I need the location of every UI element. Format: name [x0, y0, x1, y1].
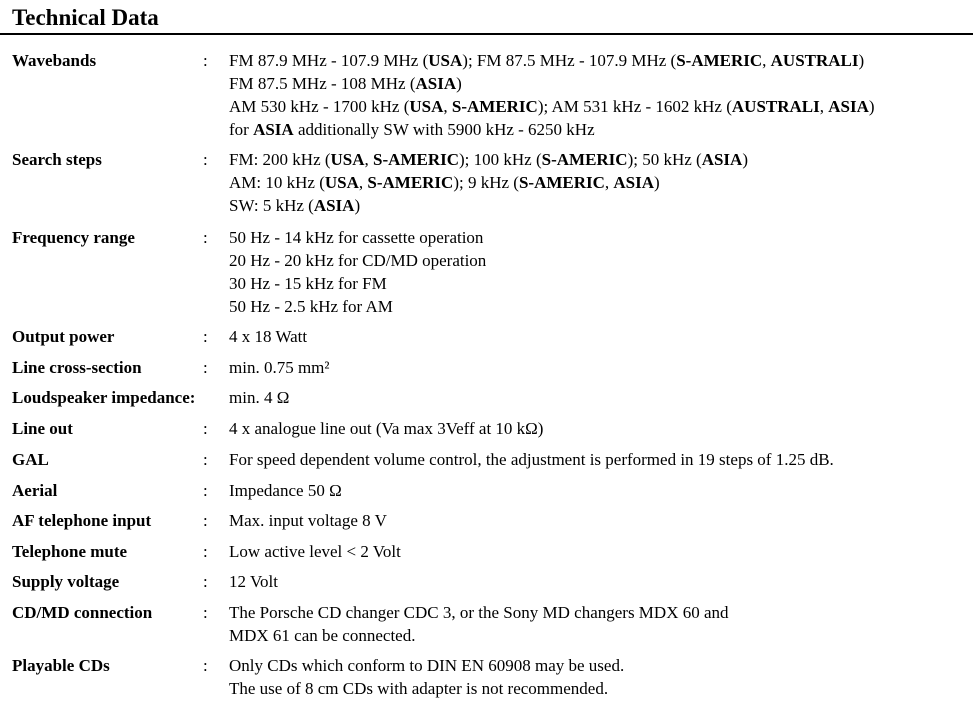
region-code: S-AMERIC: [518, 173, 605, 192]
region-code: ASIA: [313, 196, 355, 215]
page-title: Technical Data: [12, 5, 159, 30]
value-text: 50 Hz - 2.5 kHz for AM: [229, 297, 393, 316]
value-text: ); 50 kHz (: [627, 150, 702, 169]
spec-label: GAL: [12, 450, 49, 469]
spec-value-line: [229, 386, 289, 409]
value-text: ,: [819, 97, 829, 116]
value-text: for: [229, 120, 254, 139]
value-text: ,: [364, 150, 374, 169]
region-code: S-AMERIC: [451, 97, 538, 116]
value-text: ): [654, 173, 660, 192]
spec-colon: :: [203, 603, 208, 622]
value-text: ,: [762, 51, 771, 70]
spec-value-line: [229, 95, 875, 118]
spec-value-line: [229, 356, 330, 379]
spec-colon: :: [203, 656, 208, 675]
spec-value-line: [229, 72, 875, 95]
value-text: AM 530 kHz - 1700 kHz (: [229, 97, 410, 116]
spec-value-line: [229, 148, 748, 171]
value-text: AM: 10 kHz (: [229, 173, 325, 192]
value-text: For speed dependent volume control, the adjustment is performed in 19 steps of 1.25 dB.: [229, 450, 834, 469]
region-code: S-AMERIC: [676, 51, 763, 70]
spec-value-line: [229, 249, 486, 272]
spec-value-line: [229, 226, 486, 249]
spec-value: [229, 448, 834, 471]
value-text: 50 Hz - 14 kHz for cassette operation: [229, 228, 484, 247]
value-text: Impedance 50 Ω: [229, 481, 342, 500]
spec-label: Output power: [12, 327, 115, 346]
value-text: ): [742, 150, 748, 169]
value-text: 20 Hz - 20 kHz for CD/MD operation: [229, 251, 487, 270]
spec-value: [229, 479, 342, 502]
spec-value-line: [229, 272, 486, 295]
spec-colon: :: [203, 327, 208, 346]
spec-value: [229, 540, 401, 563]
value-text: ); AM 531 kHz - 1602 kHz (: [537, 97, 732, 116]
spec-value-line: [229, 624, 729, 647]
spec-colon: :: [203, 481, 208, 500]
spec-label: Supply voltage: [12, 572, 120, 591]
value-text: 4 x 18 Watt: [229, 327, 308, 346]
spec-colon: :: [203, 572, 208, 591]
value-text: FM 87.5 MHz - 108 MHz (: [229, 74, 416, 93]
spec-label: Telephone mute: [12, 542, 128, 561]
region-code: ASIA: [415, 74, 457, 93]
value-text: min. 0.75 mm²: [229, 358, 330, 377]
spec-value-line: [229, 49, 875, 72]
spec-value: [229, 325, 307, 348]
value-text: FM: 200 kHz (: [229, 150, 331, 169]
region-code: ASIA: [613, 173, 655, 192]
region-code: ASIA: [253, 120, 294, 139]
spec-colon: :: [203, 450, 208, 469]
region-code: USA: [324, 173, 359, 192]
spec-value: [229, 148, 748, 217]
value-text: ); 100 kHz (: [459, 150, 542, 169]
spec-value-line: [229, 540, 401, 563]
title-underline: [0, 33, 973, 35]
spec-label: AF telephone input: [12, 511, 152, 530]
spec-value-line: [229, 171, 748, 194]
spec-value-line: [229, 570, 278, 593]
value-text: 12 Volt: [229, 572, 278, 591]
spec-colon: :: [203, 228, 208, 247]
region-code: S-AMERIC: [541, 150, 628, 169]
value-text: Low active level < 2 Volt: [229, 542, 401, 561]
spec-colon: :: [203, 51, 208, 70]
value-text: ): [858, 51, 865, 70]
spec-value: [229, 356, 330, 379]
spec-colon: :: [203, 358, 208, 377]
region-code: S-AMERIC: [367, 173, 454, 192]
spec-label: Aerial: [12, 481, 58, 500]
spec-value: [229, 570, 278, 593]
spec-value: [229, 226, 486, 318]
value-text: ): [456, 74, 462, 93]
spec-value-line: [229, 295, 486, 318]
value-text: 30 Hz - 15 kHz for FM: [229, 274, 387, 293]
spec-value-line: [229, 677, 624, 700]
region-code: AUSTRALI: [731, 97, 820, 116]
spec-value-line: [229, 194, 748, 217]
region-code: ASIA: [828, 97, 869, 116]
spec-label: Line cross-section: [12, 358, 142, 377]
spec-label: Search steps: [12, 150, 102, 169]
value-text: The Porsche CD changer CDC 3, or the Sony MD changers MDX 60 and: [229, 603, 729, 622]
value-text: SW: 5 kHz (: [229, 196, 314, 215]
spec-value-line: [229, 118, 875, 141]
spec-value: [229, 601, 729, 647]
spec-value-line: [229, 417, 543, 440]
value-text: FM 87.9 MHz - 107.9 MHz (: [229, 51, 429, 70]
value-text: ): [354, 196, 361, 215]
value-text: ): [868, 97, 875, 116]
spec-colon: :: [203, 150, 208, 169]
region-code: ASIA: [701, 150, 743, 169]
spec-value-line: [229, 654, 624, 677]
value-text: Only CDs which conform to DIN EN 60908 may be used.: [229, 656, 625, 675]
spec-value: [229, 386, 289, 409]
spec-colon: :: [203, 542, 208, 561]
value-text: Max. input voltage 8 V: [229, 511, 387, 530]
spec-label: Playable CDs: [12, 656, 110, 675]
spec-value-line: [229, 509, 387, 532]
region-code: AUSTRALI: [770, 51, 859, 70]
spec-label: Frequency range: [12, 228, 135, 247]
spec-label: Line out: [12, 419, 73, 438]
spec-value-line: [229, 325, 307, 348]
spec-value: [229, 417, 543, 440]
spec-label: CD/MD connection: [12, 603, 153, 622]
value-text: MDX 61 can be connected.: [229, 626, 416, 645]
region-code: USA: [330, 150, 365, 169]
value-text: ,: [358, 173, 368, 192]
value-text: ); 9 kHz (: [453, 173, 519, 192]
spec-value: [229, 509, 387, 532]
value-text: 4 x analogue line out (Va max 3Veff at 10 kΩ): [229, 419, 544, 438]
spec-colon: :: [203, 419, 208, 438]
spec-label: Loudspeaker impedance:: [12, 388, 196, 407]
value-text: min. 4 Ω: [229, 388, 290, 407]
spec-colon: :: [203, 511, 208, 530]
spec-value: [229, 654, 624, 700]
value-text: ,: [443, 97, 452, 116]
value-text: additionally SW with 5900 kHz - 6250 kHz: [293, 120, 595, 139]
value-text: ,: [604, 173, 614, 192]
spec-value: [229, 49, 875, 141]
spec-value-line: [229, 448, 834, 471]
region-code: USA: [428, 51, 463, 70]
spec-value-line: [229, 601, 729, 624]
spec-label: Wavebands: [12, 51, 97, 70]
value-text: ); FM 87.5 MHz - 107.9 MHz (: [462, 51, 677, 70]
value-text: The use of 8 cm CDs with adapter is not recommended.: [229, 679, 609, 698]
spec-value-line: [229, 479, 342, 502]
region-code: S-AMERIC: [373, 150, 459, 169]
region-code: USA: [409, 97, 444, 116]
